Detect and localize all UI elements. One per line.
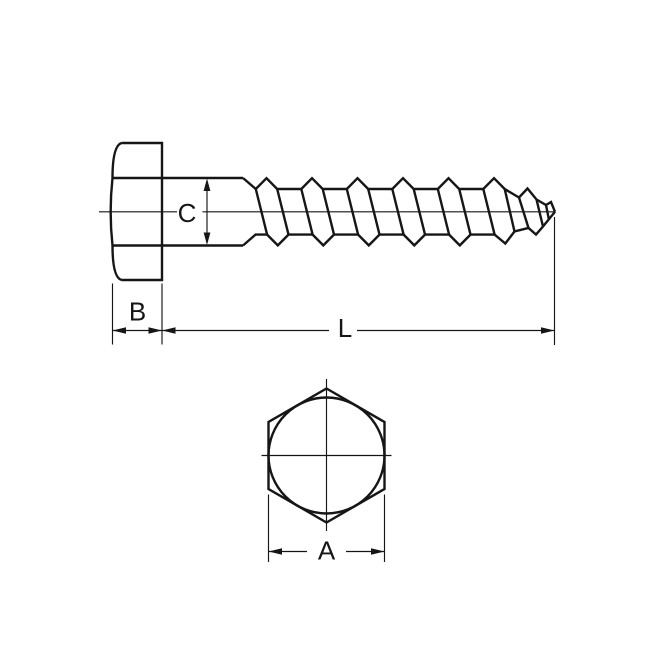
dim-a-label: A xyxy=(317,535,336,566)
side-view xyxy=(99,143,555,280)
dimension-b xyxy=(113,284,163,345)
dim-a-arrow-right xyxy=(371,548,385,555)
dim-c-arrow-down xyxy=(204,233,211,246)
dim-c-arrow-up xyxy=(204,179,211,192)
end-view xyxy=(262,379,392,531)
dim-c-label: C xyxy=(177,198,197,228)
dim-b-label: B xyxy=(128,296,147,327)
dim-b-arrow-left xyxy=(113,327,127,334)
dim-l-arrow-right xyxy=(541,327,555,334)
dim-b-arrow-right xyxy=(149,327,163,334)
dim-a-arrow-left xyxy=(269,548,283,555)
dim-l-arrow-left xyxy=(162,327,176,334)
end-view-centerlines xyxy=(262,379,392,531)
dim-l-label: L xyxy=(337,313,353,343)
